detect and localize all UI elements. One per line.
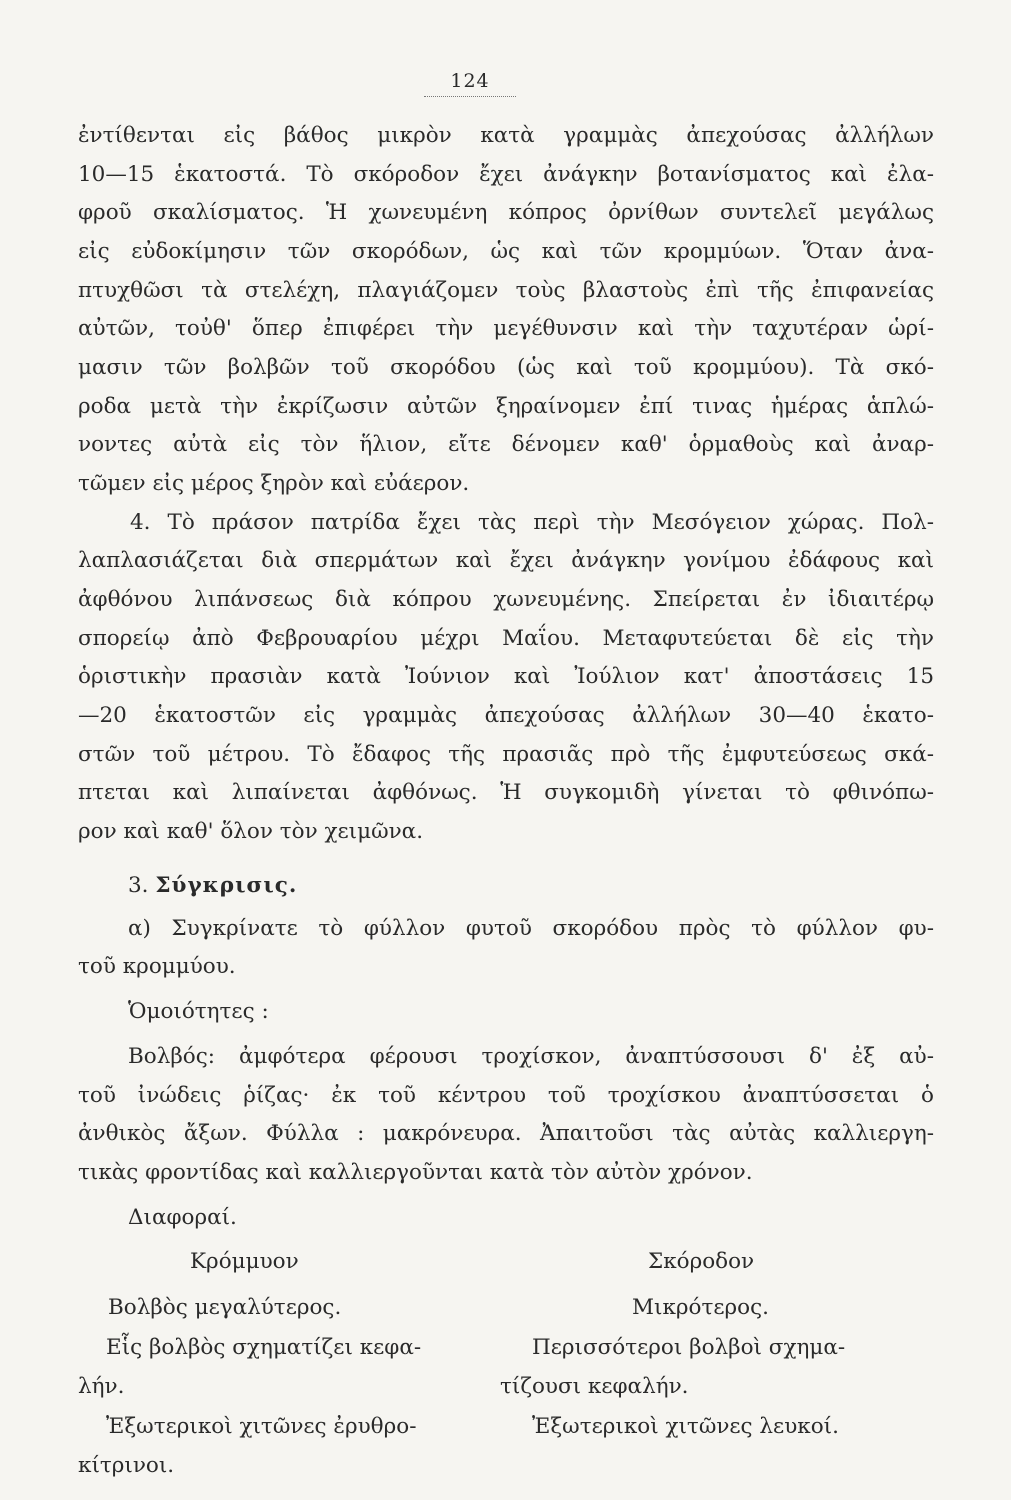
body-line: μασιν τῶν βολβῶν τοῦ σκορόδου (ὡς καὶ τοῦ κρομμύου). Τὰ σκό- xyxy=(78,355,934,380)
left-column-line: λήν. xyxy=(78,1374,125,1399)
body-line: πτεται καὶ λιπαίνεται ἀφθόνως. Ἡ συγκομιδὴ γίνεται τὸ φθινόπω- xyxy=(78,780,934,805)
right-column-line: τίζουσι κεφαλήν. xyxy=(500,1374,689,1399)
body-line: ρον καὶ καθ' ὅλον τὸν χειμῶνα. xyxy=(78,819,424,844)
body-line: 10—15 ἑκατοστά. Τὸ σκόροδον ἔχει ἀνάγκην βοτανίσματος καὶ ἐλα- xyxy=(78,162,934,187)
section-heading xyxy=(128,872,297,900)
body-line: εἰς εὐδοκίμησιν τῶν σκορόδων, ὡς καὶ τῶν κρομμύων. Ὅταν ἀνα- xyxy=(78,239,934,264)
body-line: νοντες αὐτὰ εἰς τὸν ἥλιον, εἴτε δένομεν καθ' ὁρμαθοὺς καὶ ἀναρ- xyxy=(78,432,934,457)
left-column-heading: Κρόμμυον xyxy=(190,1249,299,1274)
body-line: πτυχθῶσι τὰ στελέχη, πλαγιάζομεν τοὺς βλαστοὺς ἐπὶ τῆς ἐπιφανείας xyxy=(78,278,934,303)
similarities-line: τικὰς φροντίδας καὶ καλλιεργοῦνται κατὰ τὸν αὐτὸν χρόνον. xyxy=(78,1160,753,1185)
right-column-heading: Σκόροδον xyxy=(648,1249,755,1274)
right-column-line: Μικρότερος. xyxy=(632,1295,769,1320)
body-line: —20 ἑκατοστῶν εἰς γραμμὰς ἀπεχούσας ἀλλήλων 30—40 ἑκατο- xyxy=(78,703,934,728)
body-line: ἐντίθενται εἰς βάθος μικρὸν κατὰ γραμμὰς ἀπεχούσας ἀλλήλων xyxy=(78,123,934,148)
page-number: 124 xyxy=(450,70,490,92)
left-column-line: Εἷς βολβὸς σχηματίζει κεφα- xyxy=(106,1335,422,1360)
right-column-line: Περισσότεροι βολβοὶ σχημα- xyxy=(532,1335,846,1360)
body-line: στῶν τοῦ μέτρου. Τὸ ἔδαφος τῆς πρασιᾶς πρὸ τῆς ἐμφυτεύσεως σκά- xyxy=(78,742,934,767)
body-line: ροδα μετὰ τὴν ἐκρίζωσιν αὐτῶν ξηραίνομεν ἐπί τινας ἡμέρας ἁπλώ- xyxy=(78,394,934,419)
body-line: τῶμεν εἰς μέρος ξηρὸν καὶ εὐάερον. xyxy=(78,471,470,496)
left-column-line: Βολβὸς μεγαλύτερος. xyxy=(108,1295,342,1320)
differences-heading: Διαφοραί. xyxy=(128,1205,237,1230)
similarities-line: ἀνθικὸς ἄξων. Φύλλα : μακρόνευρα. Ἀπαιτοῦσι τὰς αὐτὰς καλλιεργη- xyxy=(78,1121,934,1146)
section-title: Σύγκρισις. xyxy=(155,873,298,898)
body-line: σπορείῳ ἀπὸ Φεβρουαρίου μέχρι Μαΐου. Μεταφυτεύεται δὲ εἰς τὴν xyxy=(78,626,934,651)
page-number-rule xyxy=(424,96,516,97)
similarities-line: τοῦ ἰνώδεις ῥίζας· ἐκ τοῦ κέντρου τοῦ τροχίσκου ἀναπτύσσεται ὁ xyxy=(78,1083,934,1108)
body-line: αὐτῶν, τοὐθ' ὅπερ ἐπιφέρει τὴν μεγέθυνσιν καὶ τὴν ταχυτέραν ὡρί- xyxy=(78,316,934,341)
left-column-line: Ἐξωτερικοὶ χιτῶνες ἐρυθρο- xyxy=(106,1414,417,1439)
similarities-heading: Ὁμοιότητες : xyxy=(128,999,269,1024)
question-line: α) Συγκρίνατε τὸ φύλλον φυτοῦ σκορόδου πρὸς τὸ φύλλον φυ- xyxy=(128,916,934,941)
right-column-line: Ἐξωτερικοὶ χιτῶνες λευκοί. xyxy=(532,1414,839,1439)
body-line: φροῦ σκαλίσματος. Ἡ χωνευμένη κόπρος ὀρνίθων συντελεῖ μεγάλως xyxy=(78,200,934,225)
question-line: τοῦ κρομμύου. xyxy=(78,954,236,979)
left-column-line: κίτρινοι. xyxy=(78,1453,175,1478)
similarities-line: Βολβός: ἀμφότερα φέρουσι τροχίσκον, ἀναπτύσσουσι δ' ἐξ αὐ- xyxy=(128,1044,934,1069)
body-line: λαπλασιάζεται διὰ σπερμάτων καὶ ἔχει ἀνάγκην γονίμου ἐδάφους καὶ xyxy=(78,548,934,573)
section-number: 3. xyxy=(128,873,149,898)
body-line: ὁριστικὴν πρασιὰν κατὰ Ἰούνιον καὶ Ἰούλιον κατ' ἀποστάσεις 15 xyxy=(78,664,934,689)
body-line: ἀφθόνου λιπάνσεως διὰ κόπρου χωνευμένης. Σπείρεται ἐν ἰδιαιτέρῳ xyxy=(78,587,934,612)
body-line: 4. Τὸ πράσον πατρίδα ἔχει τὰς περὶ τὴν Μεσόγειον χώρας. Πολ- xyxy=(130,510,934,535)
